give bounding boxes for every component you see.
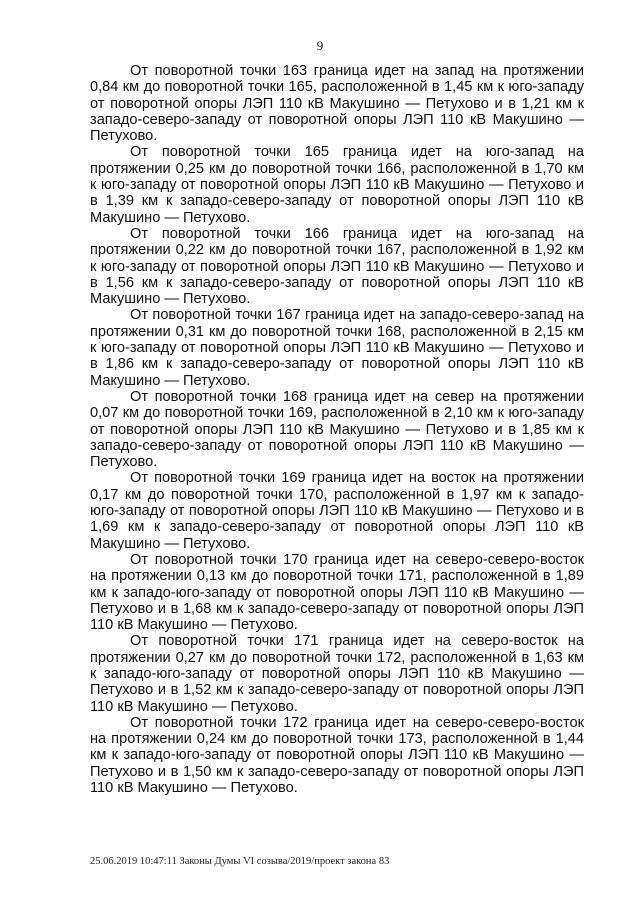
paragraph: От поворотной точки 168 граница идет на север на протяжении 0,07 км до поворотной точки 169, расположенной в 2,10 км к юго-западу от поворотной опоры ЛЭП 110 кВ Макушино — Петухово и в 1,85 км к западо-северо-западу от поворотной опоры ЛЭП 110 кВ Макушино — Петухово. [90,388,584,471]
document-body [90,63,584,796]
paragraph: От поворотной точки 171 граница идет на северо-восток на протяжении 0,27 км до поворотной точки 172, расположенной в 1,63 км к западо-юго-западу от поворотной опоры ЛЭП 110 кВ Макушино — Петухово и в 1,52 км к западо-северо-западу от поворотной опоры ЛЭП 110 кВ Макушино — Петухово. [90,633,584,715]
page-number: 9 [316,38,324,53]
paragraph: От поворотной точки 165 граница идет на юго-запад на протяжении 0,25 км до поворотной точки 166, расположенной в 1,70 км к юго-западу от поворотной опоры ЛЭП 110 кВ Макушино — Петухово и в 1,39 км к западо-северо-западу от поворотной опоры ЛЭП 110 кВ Макушино — Петухово. [90,144,584,226]
paragraph: От поворотной точки 163 граница идет на запад на протяжении 0,84 км до поворотной точки 165, расположенной в 1,45 км к юго-западу от поворотной опоры ЛЭП 110 кВ Макушино — Петухово и в 1,21 км к западо-северо-западу от поворотной опоры ЛЭП 110 кВ Макушино — Петухово. [90,63,584,145]
paragraph: От поворотной точки 166 граница идет на юго-запад на протяжении 0,22 км до поворотной точки 167, расположенной в 1,92 км к юго-западу от поворотной опоры ЛЭП 110 кВ Макушино — Петухово и в 1,56 км к западо-северо-западу от поворотной опоры ЛЭП 110 кВ Макушино — Петухово. [90,225,584,308]
paragraph: От поворотной точки 167 граница идет на западо-северо-запад на протяжении 0,31 км до поворотной точки 168, расположенной в 2,15 км к юго-западу от поворотной опоры ЛЭП 110 кВ Макушино — Петухово и в 1,86 км к западо-северо-западу от поворотной опоры ЛЭП 110 кВ Макушино — Петухово. [90,307,584,389]
paragraph: От поворотной точки 170 граница идет на северо-северо-восток на протяжении 0,13 км до поворотной точки 171, расположенной в 1,89 км к западо-юго-западу от поворотной опоры ЛЭП 110 кВ Макушино — Петухово и в 1,68 км к западо-северо-западу от поворотной опоры ЛЭП 110 кВ Макушино — Петухово. [90,551,584,634]
paragraph: От поворотной точки 169 граница идет на восток на протяжении 0,17 км до поворотной точки 170, расположенной в 1,97 км к западо-юго-западу от поворотной опоры ЛЭП 110 кВ Макушино — Петухово и в 1,69 км к западо-северо-западу от поворотной опоры ЛЭП 110 кВ Макушино — Петухово. [90,470,584,552]
paragraph: От поворотной точки 172 граница идет на северо-северо-восток на протяжении 0,24 км до поворотной точки 173, расположенной в 1,44 км к западо-юго-западу от поворотной опоры ЛЭП 110 кВ Макушино — Петухово и в 1,50 км к западо-северо-западу от поворотной опоры ЛЭП 110 кВ Макушино — Петухово. [90,714,584,797]
document-footer: 25.06.2019 10:47:11 Законы Думы VI созыва/2019/проект закона 83 [90,856,390,867]
